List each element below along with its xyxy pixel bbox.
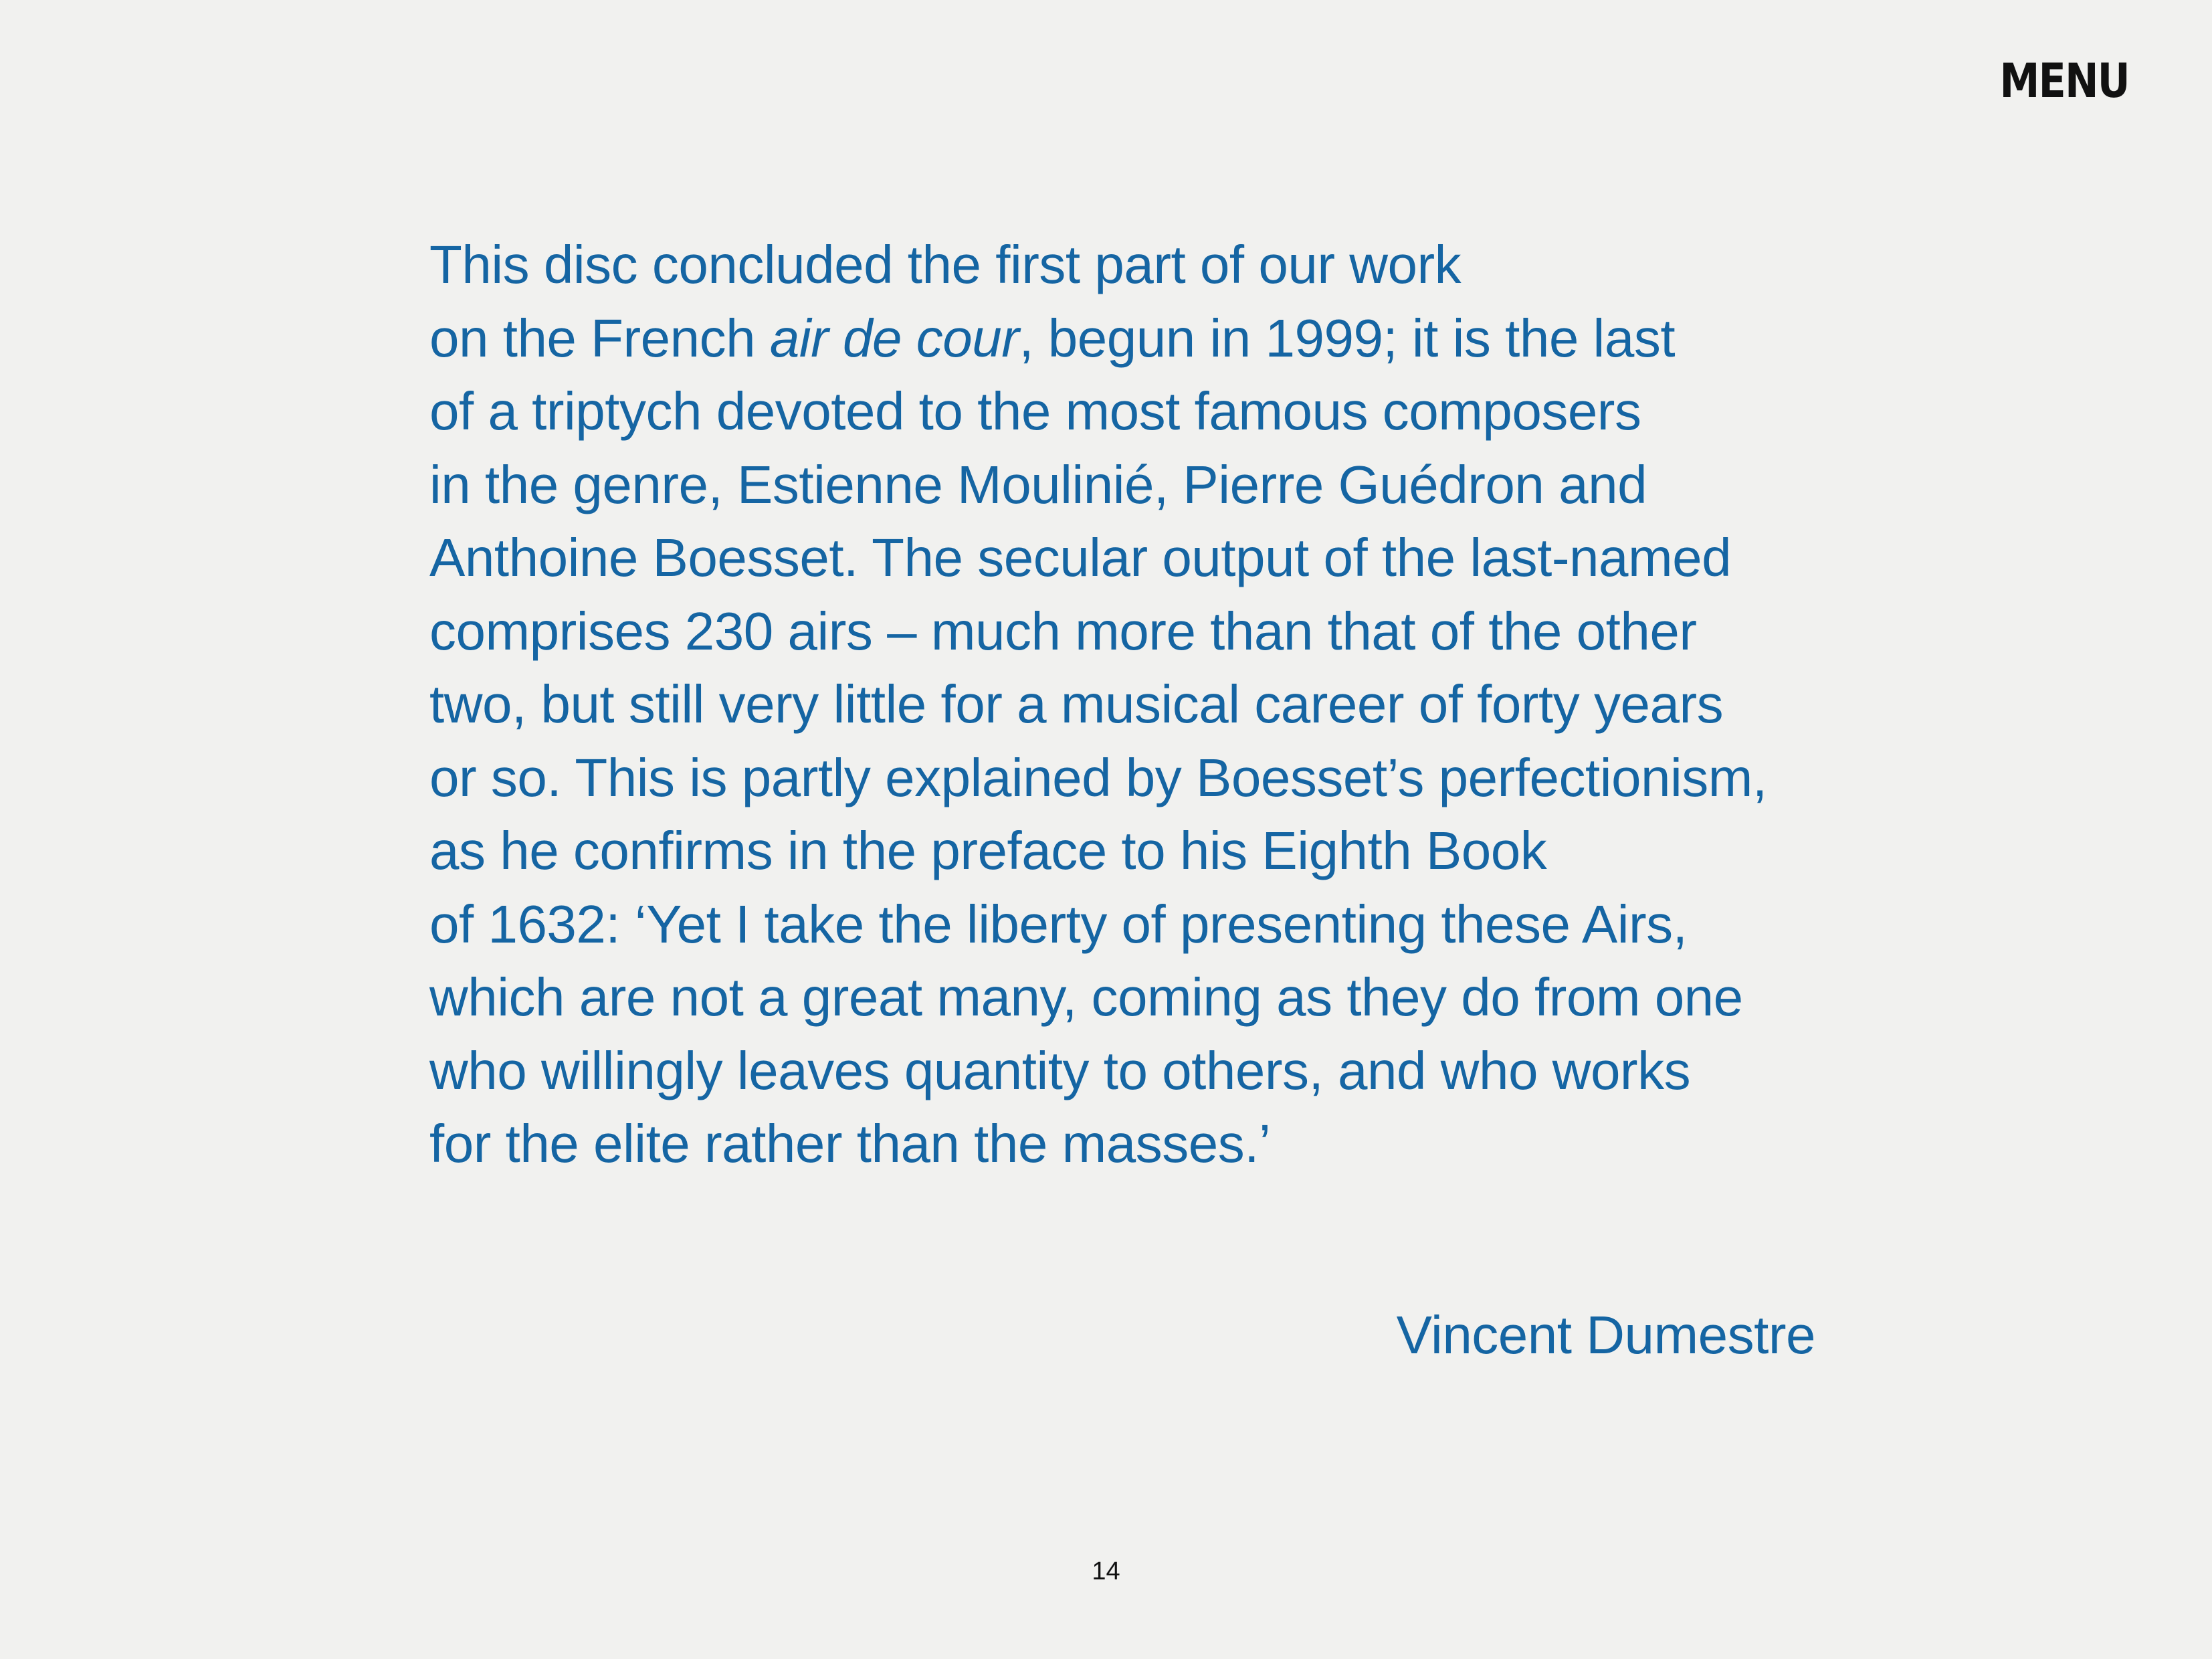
text-line: Anthoine Boesset. The secular output of the last-named: [429, 528, 1732, 587]
text-line: for the elite rather than the masses.’: [429, 1114, 1271, 1173]
text-line: two, but still very little for a musical career of forty years: [429, 674, 1724, 734]
menu-button[interactable]: MENU: [1999, 54, 2129, 108]
text-segment: , begun in 1999; it is the last: [1019, 308, 1676, 368]
text-line: This disc concluded the first part of our work: [429, 235, 1462, 294]
text-line: [429, 302, 1861, 375]
text-line: of a triptych devoted to the most famous composers: [429, 381, 1641, 441]
text-line: in the genre, Estienne Moulinié, Pierre Guédron and: [429, 454, 1647, 514]
page-number: 14: [1092, 1557, 1120, 1585]
article-body: [429, 228, 1861, 1181]
text-line: which are not a great many, coming as they do from one: [429, 967, 1743, 1027]
text-line: of 1632: ‘Yet I take the liberty of presenting these Airs,: [429, 894, 1688, 954]
text-line: as he confirms in the preface to his Eighth Book: [429, 821, 1547, 880]
text-segment: on the French: [429, 308, 770, 368]
text-line: comprises 230 airs – much more than that of the other: [429, 601, 1697, 661]
author-signature: Vincent Dumestre: [1396, 1305, 1815, 1365]
italic-term: air de cour: [769, 308, 1019, 368]
text-line: who willingly leaves quantity to others, and who works: [429, 1040, 1691, 1100]
text-line: or so. This is partly explained by Boesset’s perfectionism,: [429, 747, 1767, 807]
